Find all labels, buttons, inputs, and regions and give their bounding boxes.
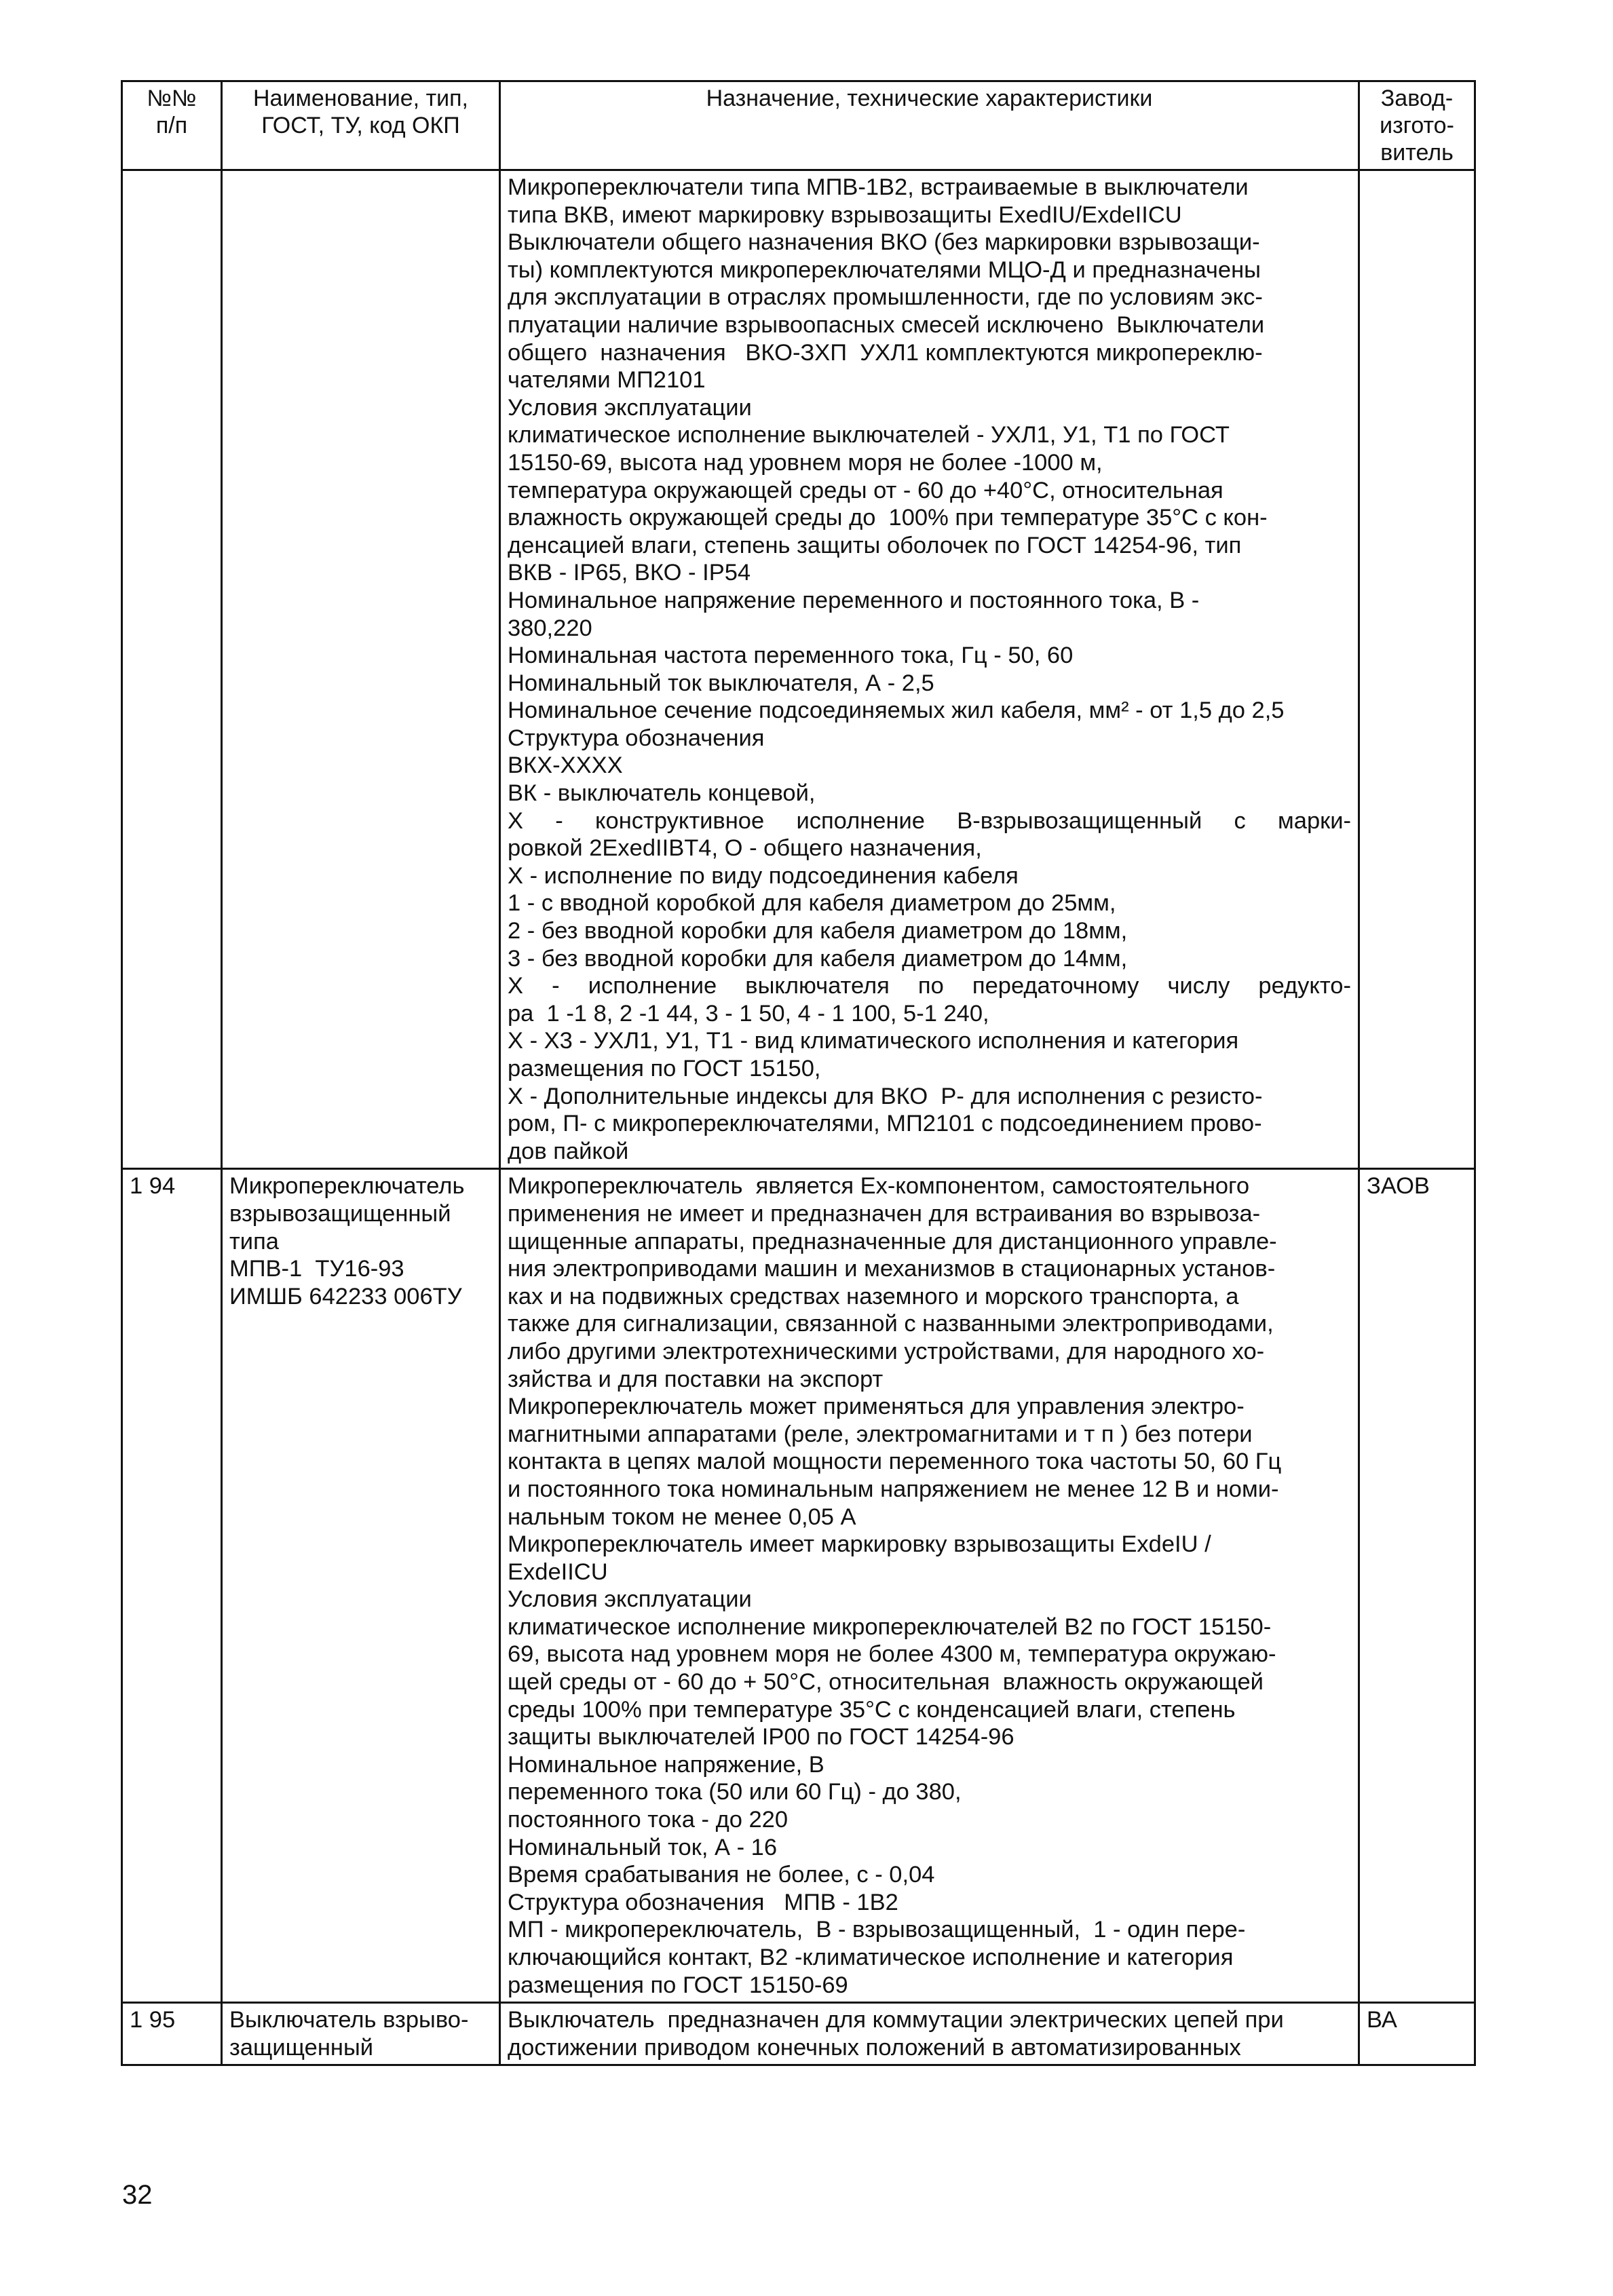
description-line: климатическое исполнение выключателей - УХЛ1, У1, Т1 по ГОСТ <box>508 422 1230 448</box>
table-row <box>122 1169 1475 2003</box>
description-line: Номинальное напряжение, В <box>508 1751 824 1778</box>
description-line: климатическое исполнение микропереключателей В2 по ГОСТ 15150- <box>508 1613 1272 1640</box>
description-line: магнитными аппаратами (реле, электромагнитами и т п ) без потери <box>508 1421 1253 1447</box>
description-line: ВКВ - IP65, ВКО - IP54 <box>508 560 751 586</box>
row-number: 1 95 <box>122 2003 222 2065</box>
description-line: ках и на подвижных средствах наземного и морского транспорта, а <box>508 1283 1239 1309</box>
description-line: ВК - выключатель концевой, <box>508 780 816 807</box>
description-line: Х - конструктивное исполнение В-взрывозащищенный с марки- <box>508 807 1351 834</box>
header-line: Завод- <box>1380 85 1454 111</box>
description-line: зяйства и для поставки на экспорт <box>508 1366 884 1392</box>
row-name <box>222 170 500 1169</box>
header-manufacturer <box>1359 81 1475 170</box>
header-line: п/п <box>155 113 188 138</box>
row-description <box>500 2003 1359 2065</box>
description-line: Микропереключатель может применяться для управления электро- <box>508 1394 1245 1420</box>
description-line: влажность окружающей среды до 100% при температуре 35°С с кон- <box>508 505 1268 531</box>
description-line: Выключатель предназначен для коммутации электрических цепей при <box>508 2007 1284 2033</box>
description-line: Х - Дополнительные индексы для ВКО Р- для исполнения с резисто- <box>508 1083 1263 1109</box>
page-number: 32 <box>122 2180 153 2210</box>
row-manufacturer <box>1359 170 1475 1169</box>
row-description <box>500 170 1359 1169</box>
header-purpose <box>500 81 1359 170</box>
description-line: дов пайкой <box>508 1138 629 1164</box>
name-line: типа <box>229 1228 279 1255</box>
description-line: размещения по ГОСТ 15150-69 <box>508 1972 848 1998</box>
name-line: защищенный <box>229 2034 374 2061</box>
name-line: Микропереключатель <box>229 1173 465 1200</box>
description-line: Номинальное сечение подсоединяемых жил кабеля, мм² - от 1,5 до 2,5 <box>508 697 1285 724</box>
header-number <box>122 81 222 170</box>
description-line: 15150-69, высота над уровнем моря не более -1000 м, <box>508 449 1103 476</box>
description-line: Номинальная частота переменного тока, Гц - 50, 60 <box>508 643 1074 669</box>
name-line: МПВ-1 ТУ16-93 <box>229 1256 404 1282</box>
description-line: Х - исполнение по виду подсоединения кабеля <box>508 862 1019 889</box>
description-line: МП - микропереключатель, В - взрывозащищенный, 1 - один пере- <box>508 1917 1246 1943</box>
description-line: 380,220 <box>508 615 592 641</box>
description-line: размещения по ГОСТ 15150, <box>508 1056 821 1082</box>
description-line: типа ВКВ, имеют маркировку взрывозащиты ExedIU/ExdeIICU <box>508 202 1182 228</box>
description-line: ExdeIICU <box>508 1558 608 1585</box>
row-name <box>222 2003 500 2065</box>
name-line: ИМШБ 642233 006ТУ <box>229 1283 462 1309</box>
description-line: постоянного тока - до 220 <box>508 1807 789 1833</box>
description-line: защиты выключателей IP00 по ГОСТ 14254-96 <box>508 1724 1014 1750</box>
description-line: ровкой 2ExedIIBT4, О - общего назначения, <box>508 835 982 862</box>
description-line: плуатации наличие взрывоопасных смесей исключено Выключатели <box>508 311 1265 338</box>
header-line: Назначение, технические характеристики <box>706 85 1153 111</box>
description-line: Х - исполнение выключателя по передаточному числу редукто- <box>508 973 1351 999</box>
description-line: денсацией влаги, степень защиты оболочек по ГОСТ 14254-96, тип <box>508 532 1242 558</box>
catalog-table <box>121 80 1476 2066</box>
header-name <box>222 81 500 170</box>
description-line: 1 - с вводной коробкой для кабеля диаметром до 25мм, <box>508 890 1116 917</box>
description-line: Х - Х3 - УХЛ1, У1, Т1 - вид климатического исполнения и категория <box>508 1028 1239 1054</box>
table-header-row <box>122 81 1475 170</box>
description-line: Структура обозначения МПВ - 1В2 <box>508 1889 898 1915</box>
description-line: ты) комплектуются микропереключателями МЦО-Д и предназначены <box>508 256 1261 283</box>
description-line: для эксплуатации в отраслях промышленности, где по условиям экс- <box>508 284 1263 311</box>
description-line: Номинальное напряжение переменного и постоянного тока, В - <box>508 587 1200 613</box>
description-line: 3 - без вводной коробки для кабеля диаметром до 14мм, <box>508 945 1128 972</box>
description-line: достижении приводом конечных положений в автоматизированных <box>508 2034 1241 2061</box>
row-number: 1 94 <box>122 1169 222 2003</box>
header-line: витель <box>1380 140 1454 166</box>
description-line: переменного тока (50 или 60 Гц) - до 380, <box>508 1779 962 1805</box>
description-line: нальным током не менее 0,05 А <box>508 1504 856 1530</box>
description-line: ключающийся контакт, В2 -климатическое исполнение и категория <box>508 1945 1234 1970</box>
row-number <box>122 170 222 1169</box>
description-line: ВКХ-ХХХХ <box>508 752 623 779</box>
description-line: Микропереключатель имеет маркировку взрывозащиты ExdeIU / <box>508 1531 1211 1558</box>
row-manufacturer: ВА <box>1359 2003 1475 2065</box>
description-line: Структура обозначения <box>508 725 765 751</box>
description-line: температура окружающей среды от - 60 до +40°С, относительная <box>508 477 1223 503</box>
table-row <box>122 2003 1475 2065</box>
description-line: щей среды от - 60 до + 50°С, относительная влажность окружающей <box>508 1669 1264 1696</box>
description-line: 2 - без вводной коробки для кабеля диаметром до 18мм, <box>508 918 1128 944</box>
description-line: либо другими электротехническими устройствами, для народного хо- <box>508 1338 1265 1364</box>
header-line: ГОСТ, ТУ, код ОКП <box>261 113 460 138</box>
description-line: и постоянного тока номинальным напряжением не менее 12 В и номи- <box>508 1476 1279 1502</box>
description-line: Время срабатывания не более, с - 0,04 <box>508 1862 935 1888</box>
description-line: ром, П- с микропереключателями, МП2101 с подсоединением прово- <box>508 1111 1262 1137</box>
description-line: общего назначения ВКО-ЗХП УХЛ1 комплектуются микропереклю- <box>508 339 1263 366</box>
description-line: Выключатели общего назначения ВКО (без маркировки взрывозащи- <box>508 229 1260 256</box>
table-row <box>122 170 1475 1169</box>
description-line: ния электроприводами машин и механизмов в стационарных установ- <box>508 1256 1276 1282</box>
description-line: чателями МП2101 <box>508 367 706 394</box>
description-line: Условия эксплуатации <box>508 1586 752 1613</box>
description-line: контакта в цепях малой мощности переменного тока частоты 50, 60 Гц <box>508 1449 1282 1475</box>
header-line: №№ <box>147 85 197 111</box>
description-line: ра 1 -1 8, 2 -1 44, 3 - 1 50, 4 - 1 100, 5-1 240, <box>508 1000 989 1027</box>
name-line: Выключатель взрыво- <box>229 2007 469 2033</box>
row-manufacturer: ЗАОВ <box>1359 1169 1475 2003</box>
header-line: изгото- <box>1380 113 1454 138</box>
description-line: 69, высота над уровнем моря не более 4300 м, температура окружаю- <box>508 1641 1276 1668</box>
description-line: щищенные аппараты, предназначенные для дистанционного управле- <box>508 1228 1277 1255</box>
description-line: Условия эксплуатации <box>508 394 752 421</box>
description-line: Микропереключатель является Ех-компонентом, самостоятельного <box>508 1173 1250 1200</box>
description-line: Номинальный ток выключателя, А - 2,5 <box>508 670 934 696</box>
description-line: также для сигнализации, связанной с названными электроприводами, <box>508 1311 1274 1337</box>
description-line: Микропереключатели типа МПВ-1В2, встраиваемые в выключатели <box>508 174 1249 200</box>
description-line: применения не имеет и предназначен для встраивания во взрывоза- <box>508 1200 1261 1227</box>
header-line: Наименование, тип, <box>252 85 468 111</box>
table-body <box>122 170 1475 2065</box>
row-name <box>222 1169 500 2003</box>
description-line: Номинальный ток, А - 16 <box>508 1834 778 1860</box>
description-line: среды 100% при температуре 35°С с конденсацией влаги, степень <box>508 1696 1236 1723</box>
name-line: взрывозащищенный <box>229 1200 451 1227</box>
row-description <box>500 1169 1359 2003</box>
